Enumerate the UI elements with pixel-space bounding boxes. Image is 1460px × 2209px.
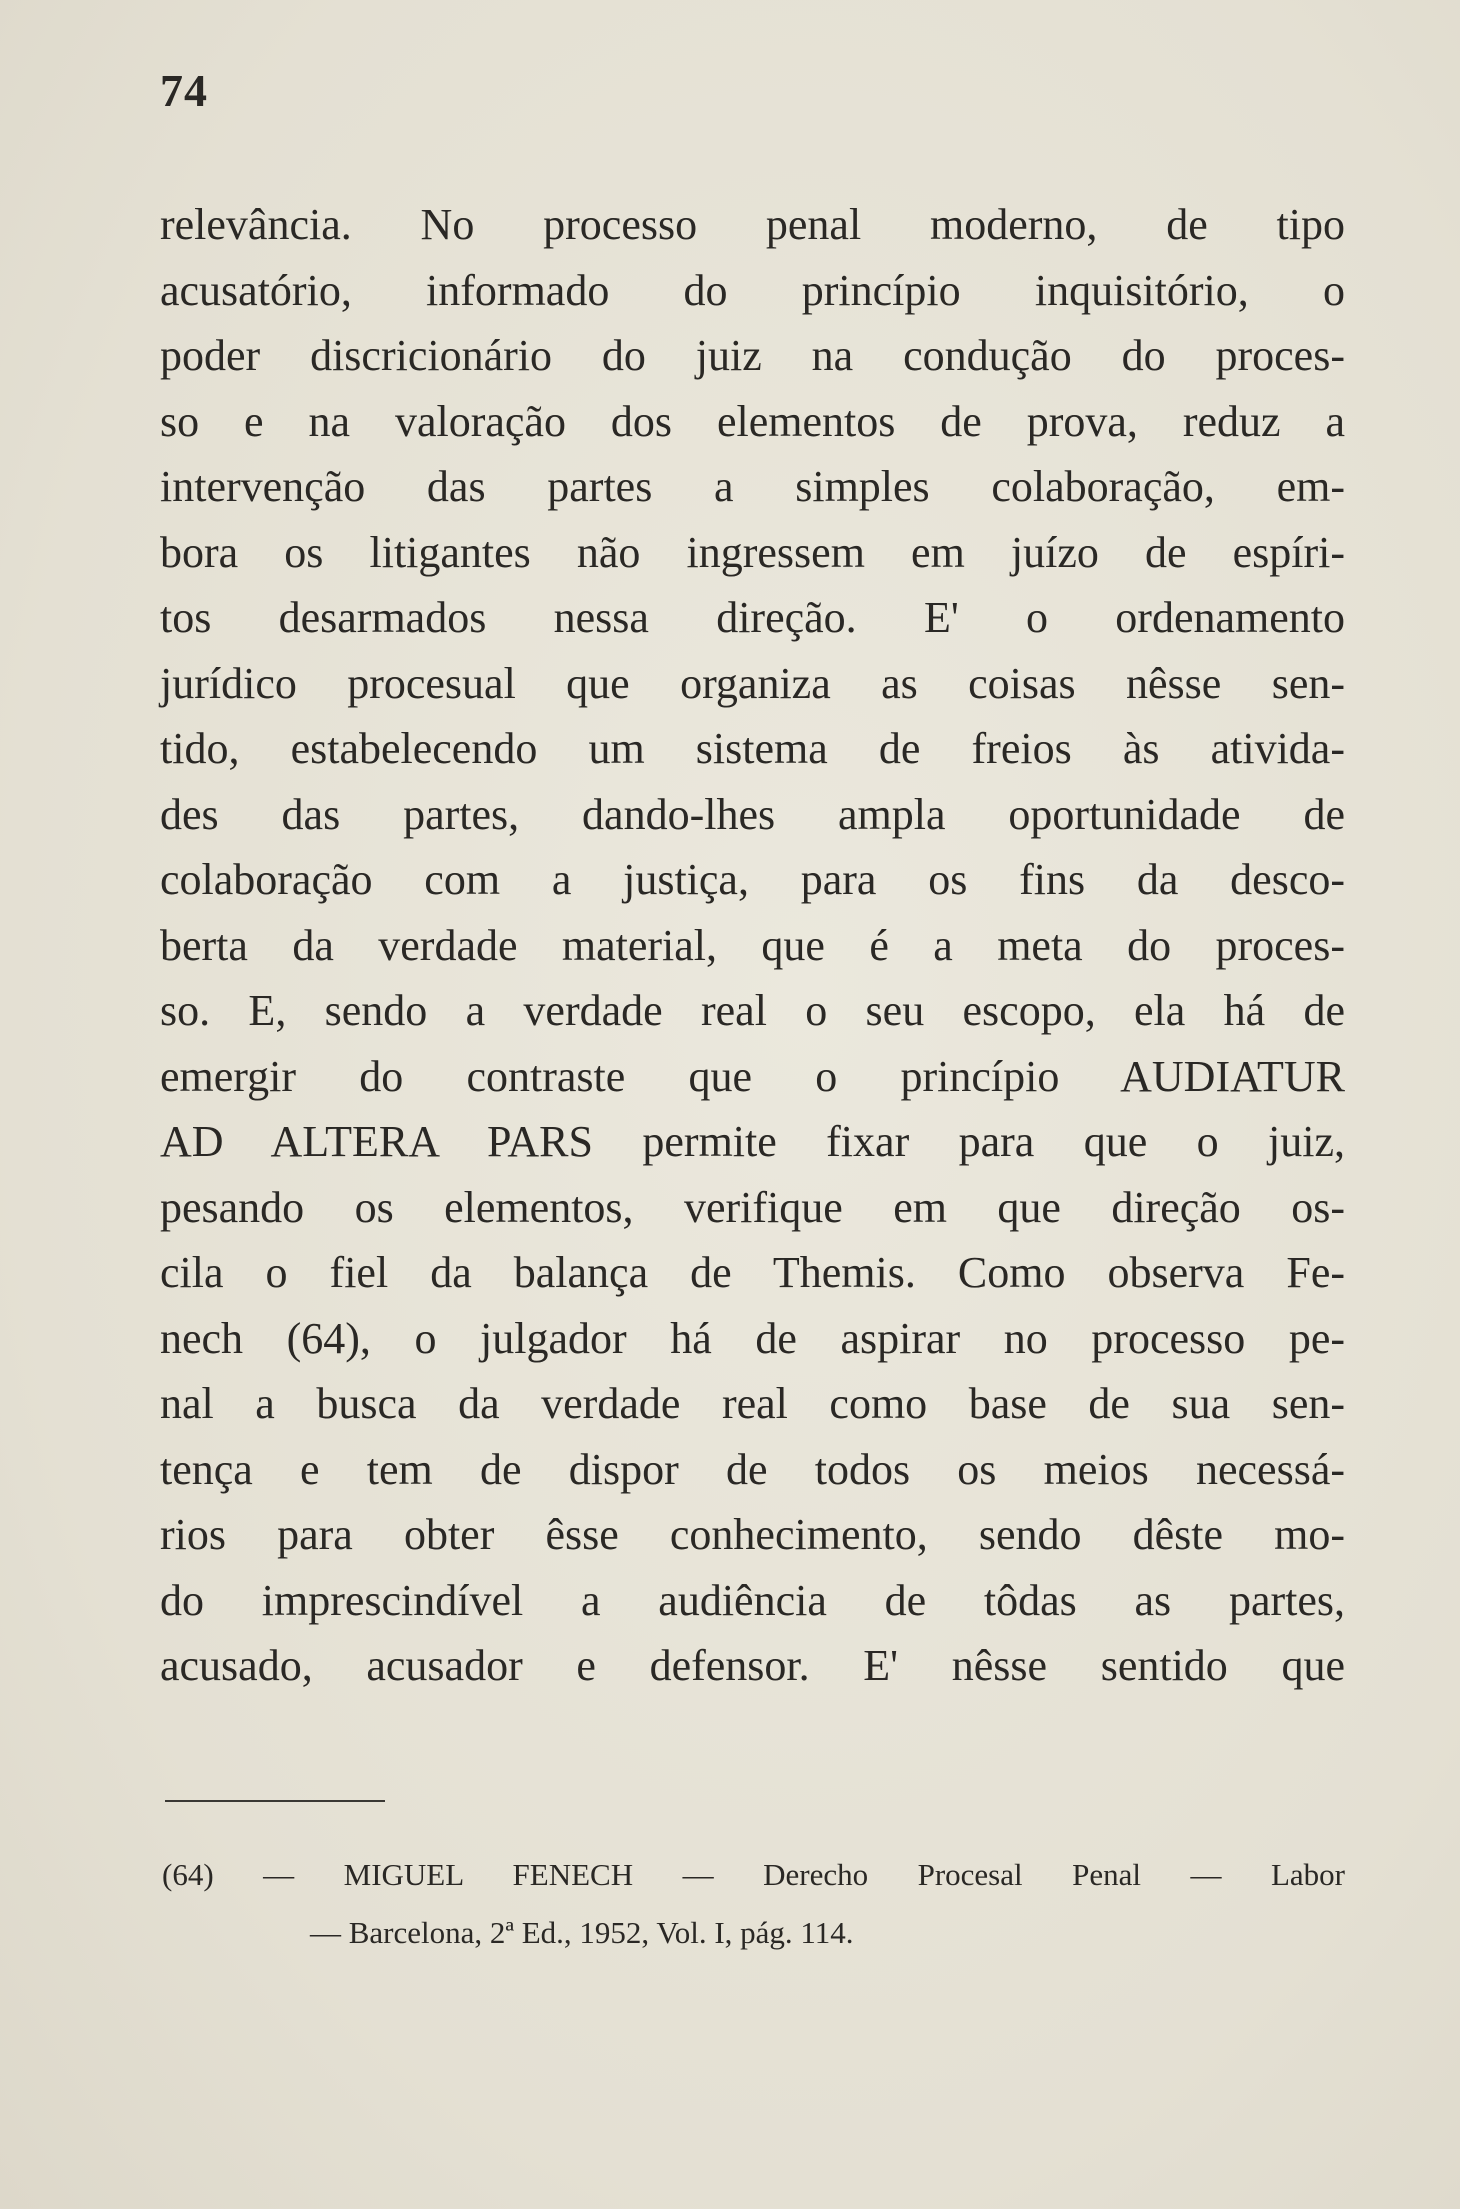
text-line: jurídico procesual que organiza as coisas nêsse sen- bbox=[160, 658, 1345, 708]
text-line: AD ALTERA PARS permite fixar para que o juiz, bbox=[160, 1117, 1345, 1166]
text-line: emergir do contraste que o princípio AUDIATUR bbox=[160, 1051, 1345, 1101]
text-line: so e na valoração dos elementos de prova, reduz a bbox=[160, 396, 1345, 446]
footnote-line: — Barcelona, 2ª Ed., 1952, Vol. I, pág. 114. bbox=[310, 1915, 854, 1950]
text-line: tença e tem de dispor de todos os meios necessá- bbox=[160, 1444, 1345, 1494]
text-line: nal a busca da verdade real como base de sua sen- bbox=[160, 1379, 1345, 1428]
body-text bbox=[160, 192, 1345, 1699]
text-line: cila o fiel da balança de Themis. Como observa Fe- bbox=[160, 1248, 1345, 1297]
text-line: rios para obter êsse conhecimento, sendo dêste mo- bbox=[160, 1510, 1345, 1559]
footnote-line: (64) — MIGUEL FENECH — Derecho Procesal Penal — Labor bbox=[162, 1857, 1345, 1892]
text-line: acusado, acusador e defensor. E' nêsse sentido que bbox=[160, 1641, 1345, 1690]
text-line: colaboração com a justiça, para os fins da desco- bbox=[160, 855, 1345, 904]
text-line: intervenção das partes a simples colaboração, em- bbox=[160, 462, 1345, 511]
text-line: des das partes, dando-lhes ampla oportunidade de bbox=[160, 789, 1345, 839]
text-line: tido, estabelecendo um sistema de freios às ativida- bbox=[160, 724, 1345, 773]
text-line: so. E, sendo a verdade real o seu escopo, ela há de bbox=[160, 986, 1345, 1035]
footnote bbox=[162, 1846, 1345, 1962]
text-line: poder discricionário do juiz na condução do proces- bbox=[160, 331, 1345, 380]
text-line: nech (64), o julgador há de aspirar no processo pe- bbox=[160, 1313, 1345, 1363]
page-number: 74 bbox=[160, 65, 208, 116]
text-line: tos desarmados nessa direção. E' o ordenamento bbox=[160, 593, 1345, 642]
footnote-divider bbox=[165, 1800, 385, 1802]
text-line: berta da verdade material, que é a meta do proces- bbox=[160, 920, 1345, 970]
text-line: bora os litigantes não ingressem em juízo de espíri- bbox=[160, 527, 1345, 577]
text-line: do imprescindível a audiência de tôdas as partes, bbox=[160, 1575, 1345, 1625]
text-line: pesando os elementos, verifique em que direção os- bbox=[160, 1182, 1345, 1232]
text-line: relevância. No processo penal moderno, de tipo bbox=[160, 200, 1345, 249]
text-line: acusatório, informado do princípio inquisitório, o bbox=[160, 265, 1345, 315]
